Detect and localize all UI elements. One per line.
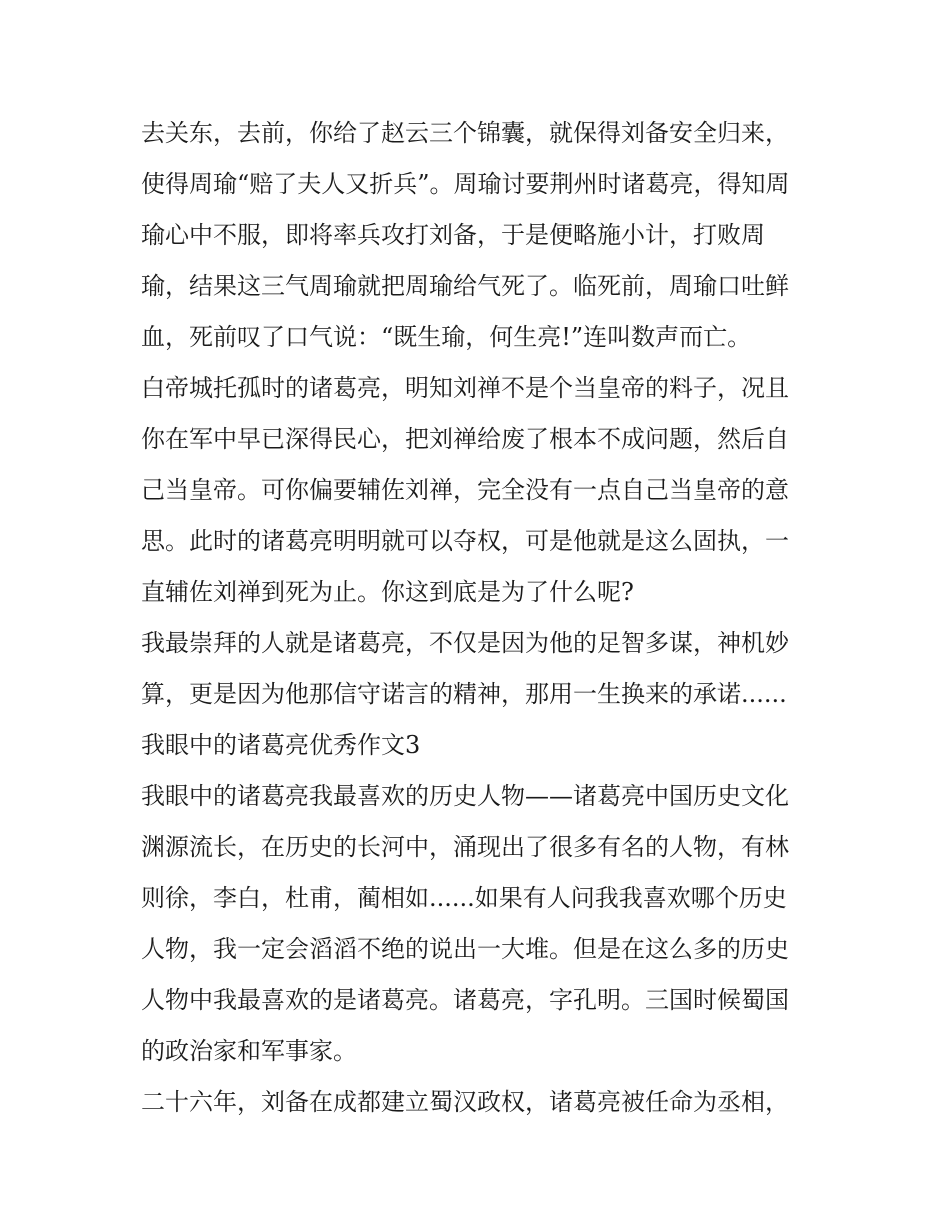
text-line: 我眼中的诸葛亮我最喜欢的历史人物——诸葛亮中国历史文化: [141, 782, 789, 810]
paragraph-shuhan: [141, 1077, 821, 1128]
text-line: 己当皇帝。可你偏要辅佐刘禅，完全没有一点自己当皇帝的意: [141, 476, 789, 504]
paragraph-baidicheng: [141, 363, 821, 618]
paragraph-admiration: [141, 618, 821, 720]
text-line: 血，死前叹了口气说：“既生瑜，何生亮!”连叫数声而亡。: [141, 323, 752, 351]
text-line: 去关东，去前，你给了赵云三个锦囊，就保得刘备安全归来，: [141, 119, 789, 147]
text-line: 算，更是因为他那信守诺言的精神，那用一生换来的承诺......: [141, 680, 787, 708]
paragraph-favorite-figure: [141, 771, 821, 1077]
text-line: 思。此时的诸葛亮明明就可以夺权，可是他就是这么固执，一: [141, 527, 789, 555]
text-line: 使得周瑜“赔了夫人又折兵”。周瑜讨要荆州时诸葛亮，得知周: [141, 170, 790, 198]
text-line: 人物，我一定会滔滔不绝的说出一大堆。但是在这么多的历史: [141, 935, 789, 963]
text-line: 二十六年，刘备在成都建立蜀汉政权，诸葛亮被任命为丞相，: [141, 1088, 789, 1116]
text-line: 你在军中早已深得民心，把刘禅给废了根本不成问题，然后自: [141, 425, 789, 453]
essay-heading: [141, 720, 821, 771]
essay-title: 我眼中的诸葛亮优秀作文3: [141, 731, 421, 759]
text-line: 我最崇拜的人就是诸葛亮，不仅是因为他的足智多谋，神机妙: [141, 629, 789, 657]
text-line: 瑜心中不服，即将率兵攻打刘备，于是便略施小计，打败周: [141, 221, 765, 249]
paragraph-zhouyu: [141, 108, 821, 363]
document-page: [141, 108, 821, 1128]
text-line: 渊源流长，在历史的长河中，涌现出了很多有名的人物，有林: [141, 833, 789, 861]
text-line: 的政治家和军事家。: [141, 1037, 357, 1065]
text-line: 瑜，结果这三气周瑜就把周瑜给气死了。临死前，周瑜口吐鲜: [141, 272, 789, 300]
text-line: 白帝城托孤时的诸葛亮，明知刘禅不是个当皇帝的料子，况且: [141, 374, 789, 402]
text-line: 则徐，李白，杜甫，蔺相如......如果有人问我我喜欢哪个历史: [141, 884, 787, 912]
text-line: 直辅佐刘禅到死为止。你这到底是为了什么呢?: [141, 578, 634, 606]
text-line: 人物中我最喜欢的是诸葛亮。诸葛亮，字孔明。三国时候蜀国: [141, 986, 789, 1014]
